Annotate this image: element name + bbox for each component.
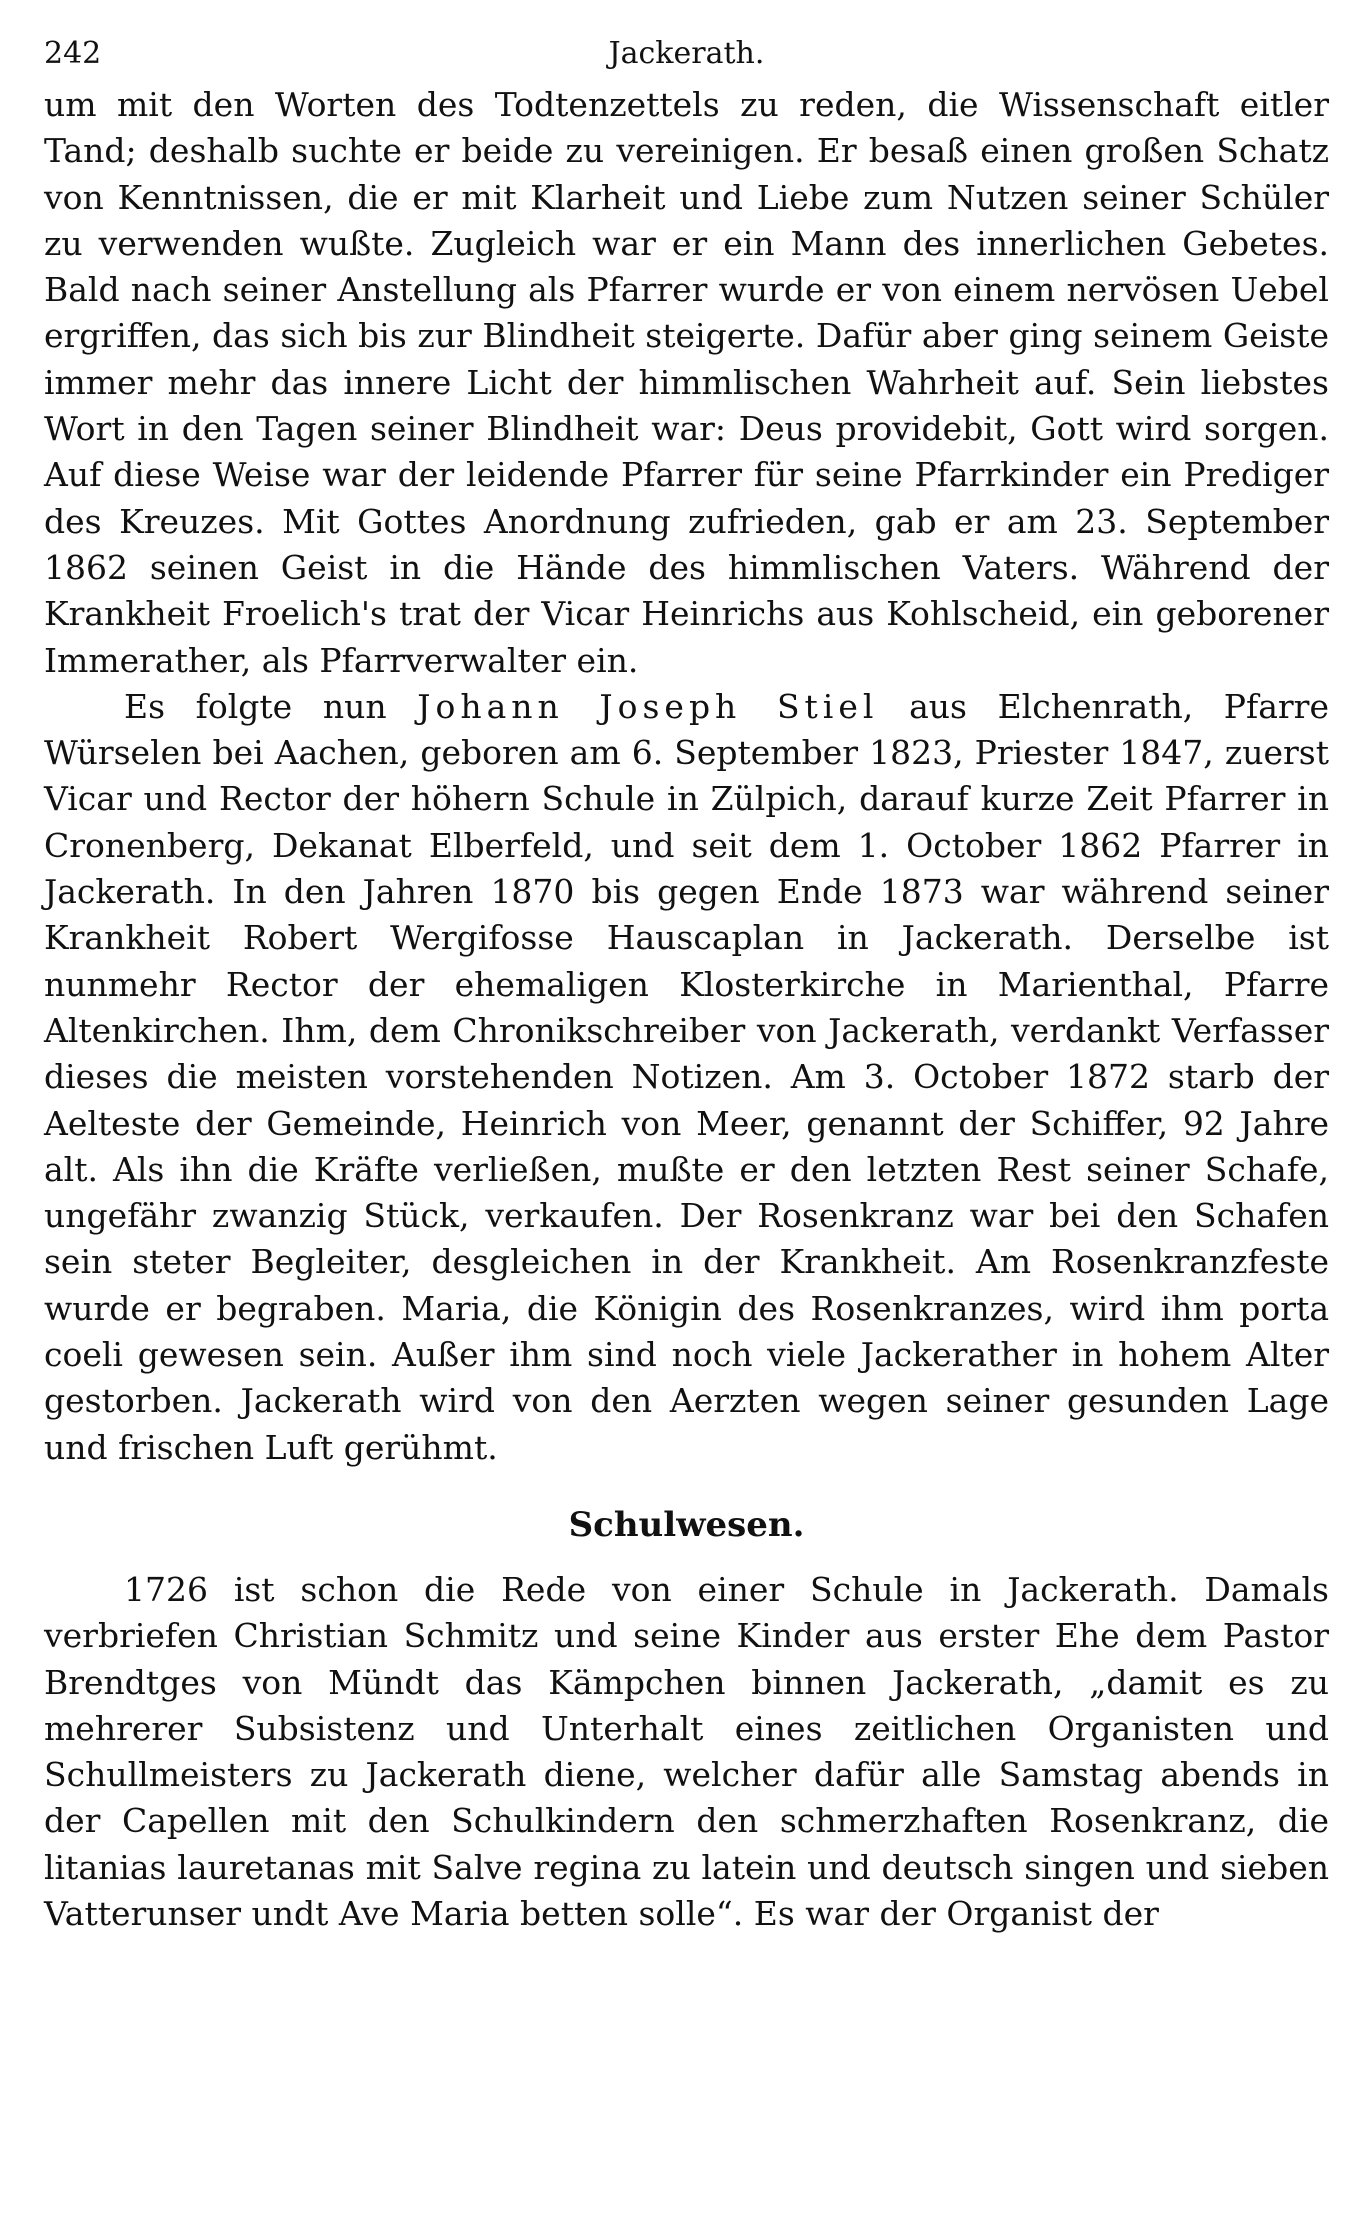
body-text	[44, 82, 1329, 1937]
paragraph-text-after: aus Elchenrath, Pfarre Würselen bei Aachen, geboren am 6. September 1823, Priester 1847, zuerst Vicar und Rector der höhern Schule in Zülpich, darauf kurze Zeit Pfarrer in Cronenberg, Dekanat Elberfeld, und seit dem 1. October 1862 Pfarrer in Jackerath. In den Jahren 1870 bis gegen Ende 1873 war während seiner Krankheit Robert Wergifosse Hauscaplan in Jackerath. Derselbe ist nunmehr Rector der ehemaligen Klosterkirche in Marienthal, Pfarre Altenkirchen. Ihm, dem Chronikschreiber von Jackerath, verdankt Verfasser dieses die meisten vorstehenden Notizen. Am 3. October 1872 starb der Aelteste der Gemeinde, Heinrich von Meer, genannt der Schiffer, 92 Jahre alt. Als ihn die Kräfte verließen, mußte er den letzten Rest seiner Schafe, ungefähr zwanzig Stück, verkaufen. Der Rosenkranz war bei den Schafen sein steter Begleiter, desgleichen in der Krankheit. Am Rosenkranzfeste wurde er begraben. Maria, die Königin des Rosenkranzes, wird ihm porta coeli gewesen sein. Außer ihm sind noch viele Jackerather in hohem Alter gestorben. Jackerath wird von den Aerzten wegen seiner gesunden Lage und frischen Luft gerühmt.	[44, 686, 1329, 1467]
paragraph-schulwesen: 1726 ist schon die Rede von einer Schule in Jackerath. Damals verbriefen Christian Schmitz und seine Kinder aus erster Ehe dem Pastor Brendtges von Mündt das Kämpchen binnen Jackerath, „damit es zu mehrerer Subsistenz und Unterhalt eines zeitlichen Organisten und Schullmeisters zu Jackerath diene, welcher dafür alle Samstag abends in der Capellen mit den Schulkindern den schmerzhaften Rosenkranz, die litanias lauretanas mit Salve regina zu latein und deutsch singen und sieben Vatterunser undt Ave Maria betten solle“. Es war der Organist der	[44, 1569, 1329, 1933]
paragraph-text-before: Es folgte nun	[124, 686, 418, 726]
paragraph-stiel	[44, 684, 1329, 1471]
person-name-spaced: Johann Joseph Stiel	[417, 686, 879, 726]
paragraph-continuation: um mit den Worten des Todtenzettels zu reden, die Wissenschaft eitler Tand; deshalb suchte er beide zu vereinigen. Er besaß einen großen Schatz von Kenntnissen, die er mit Klarheit und Liebe zum Nutzen seiner Schüler zu verwenden wußte. Zugleich war er ein Mann des innerlichen Gebetes. Bald nach seiner Anstellung als Pfarrer wurde er von einem nervösen Uebel ergriffen, das sich bis zur Blindheit steigerte. Dafür aber ging seinem Geiste immer mehr das innere Licht der himmlischen Wahrheit auf. Sein liebstes Wort in den Tagen seiner Blindheit war: Deus providebit, Gott wird sorgen. Auf diese Weise war der leidende Pfarrer für seine Pfarrkinder ein Prediger des Kreuzes. Mit Gottes Anordnung zufrieden, gab er am 23. September 1862 seinen Geist in die Hände des himmlischen Vaters. Während der Krankheit Froelich's trat der Vicar Heinrichs aus Kohlscheid, ein geborener Immerather, als Pfarrverwalter ein.	[44, 85, 1329, 680]
section-heading: Schulwesen.	[568, 1504, 805, 1545]
running-title: Jackerath.	[608, 36, 765, 71]
page-number: 242	[44, 36, 102, 71]
document-page	[44, 28, 1329, 1937]
running-head	[44, 28, 1329, 82]
